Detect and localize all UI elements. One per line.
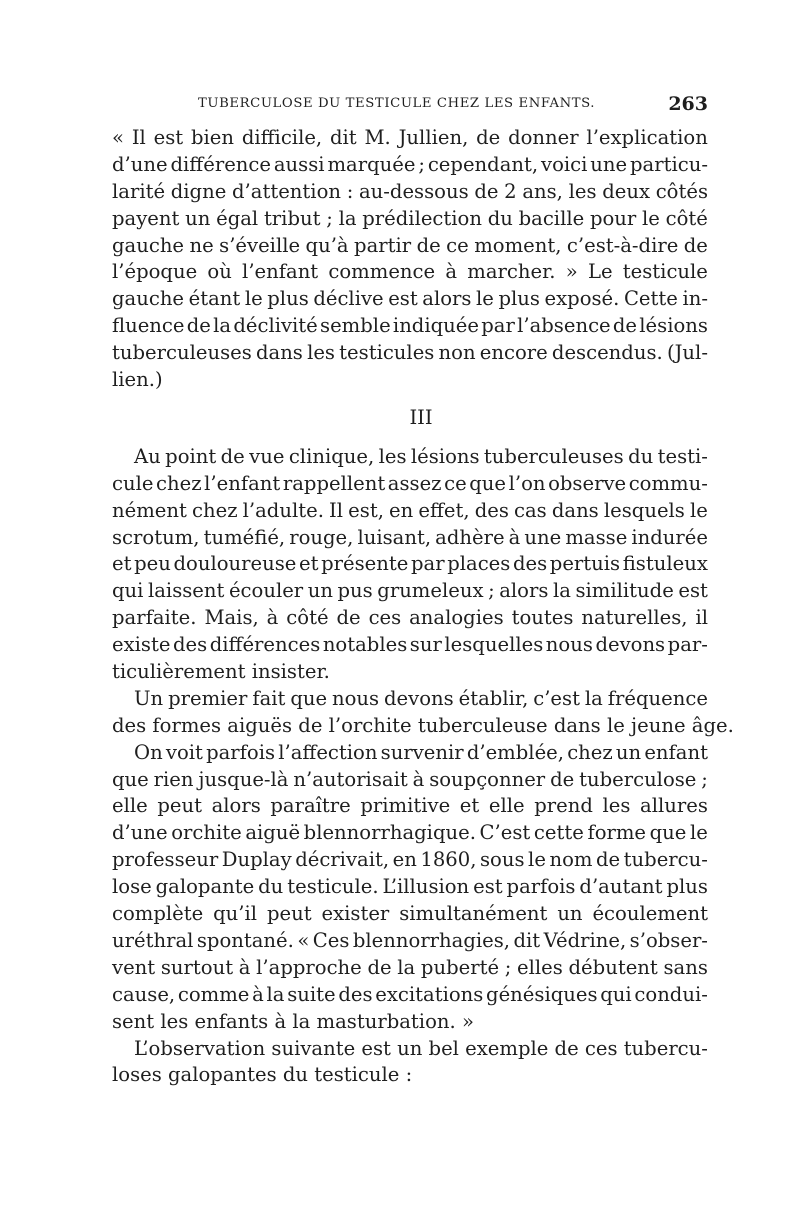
text-line: cause, comme à la suite des excitations génésiques qui condui-: [112, 982, 708, 1006]
body-text: [112, 125, 734, 1089]
text-line: sent les enfants à la masturbation. »: [112, 1009, 474, 1033]
text-line: nément chez l’adulte. Il est, en effet, des cas dans lesquels le: [112, 498, 708, 522]
paragraph: [112, 1036, 708, 1090]
text-line: lien.): [112, 368, 163, 392]
text-line: d’une différence aussi marquée ; cependant, voici une particu-: [112, 152, 708, 176]
text-line: Au point de vue clinique, les lésions tuberculeuses du testi-: [134, 444, 708, 468]
paragraph: [112, 686, 734, 740]
paragraph: [112, 444, 708, 686]
text-line: lose galopante du testicule. L’illusion est parfois d’autant plus: [112, 875, 708, 899]
text-line: scrotum, tuméfié, rouge, luisant, adhère à une masse indurée: [112, 525, 708, 549]
text-line: parfaite. Mais, à côté de ces analogies toutes naturelles, il: [112, 606, 708, 630]
text-line: uréthral spontané. « Ces blennorrhagies, dit Védrine, s’obser-: [112, 928, 708, 952]
text-line: fluence de la déclivité semble indiquée par l’absence de lésions: [112, 314, 708, 338]
text-line: On voit parfois l’affection survenir d’emblée, chez un enfant: [134, 740, 708, 764]
paragraph: [112, 125, 708, 394]
running-title: TUBERCULOSE DU TESTICULE CHEZ LES ENFANTS.: [198, 96, 596, 111]
text-line: « Il est bien difficile, dit M. Jullien, de donner l’explication: [112, 126, 708, 149]
text-line: larité digne d’attention : au-dessous de 2 ans, les deux côtés: [112, 179, 708, 203]
text-line: Un premier fait que nous devons établir, c’est la fréquence: [134, 686, 708, 710]
text-line: que rien jusque-là n’autorisait à soupçonner de tuberculose ;: [112, 767, 708, 791]
text-line: complète qu’il peut exister simultanément un écoulement: [112, 902, 708, 926]
text-line: cule chez l’enfant rappellent assez ce que l’on observe commu-: [112, 471, 708, 495]
page-number: 263: [668, 93, 708, 115]
text-line: gauche ne s’éveille qu’à partir de ce moment, c’est-à-dire de: [112, 233, 708, 257]
text-line: des formes aiguës de l’orchite tuberculeuse dans le jeune âge.: [112, 713, 734, 737]
text-line: professeur Duplay décrivait, en 1860, sous le nom de tubercu-: [112, 848, 708, 872]
text-line: qui laissent écouler un pus grumeleux ; alors la similitude est: [112, 579, 708, 603]
text-line: l’époque où l’enfant commence à marcher. » Le testicule: [112, 260, 708, 284]
running-head: [112, 92, 708, 116]
text-line: gauche étant le plus déclive est alors le plus exposé. Cette in-: [112, 287, 708, 311]
text-line: tuberculeuses dans les testicules non encore descendus. (Jul-: [112, 341, 708, 365]
text-line: L’observation suivante est un bel exemple de ces tubercu-: [134, 1036, 708, 1060]
paragraph: [112, 740, 708, 1036]
text-line: elle peut alors paraître primitive et elle prend les allures: [112, 794, 708, 818]
text-line: loses galopantes du testicule :: [112, 1063, 413, 1087]
text-line: et peu douloureuse et présente par places des pertuis fistuleux: [112, 552, 708, 576]
text-line: vent surtout à l’approche de la puberté ; elles débutent sans: [112, 955, 708, 979]
text-line: d’une orchite aiguë blennorrhagique. C’est cette forme que le: [112, 821, 708, 845]
text-line: payent un égal tribut ; la prédilection du bacille pour le côté: [112, 206, 708, 230]
section-heading: III: [409, 405, 433, 429]
text-line: ticulièrement insister.: [112, 660, 330, 684]
text-line: existe des différences notables sur lesquelles nous devons par-: [112, 633, 708, 657]
